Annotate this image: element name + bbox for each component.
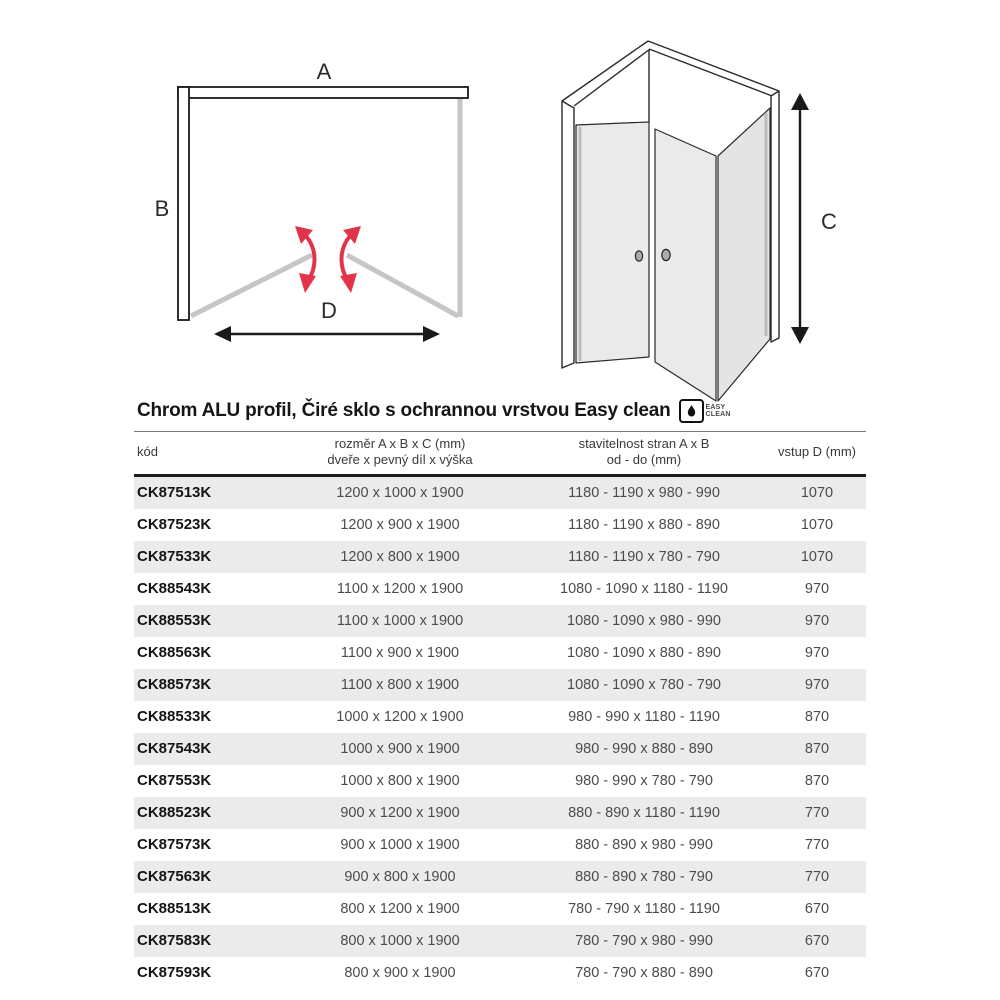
cell-adj: 980 - 990 x 1180 - 1190	[568, 708, 720, 725]
cell-entry: 870	[804, 772, 830, 789]
column-header-adjustability-line2: od - do (mm)	[606, 452, 682, 468]
cell-dim: 900 x 1200 x 1900	[340, 804, 460, 821]
left-door-glass	[576, 122, 649, 363]
cell-dim: 1000 x 900 x 1900	[340, 740, 460, 757]
cell-adj: 1180 - 1190 x 980 - 990	[568, 484, 720, 501]
dimension-b-label: B	[154, 196, 170, 221]
top-rails	[562, 41, 779, 122]
easy-clean-label	[706, 404, 731, 418]
table-row	[134, 957, 866, 989]
dimension-c-label: C	[821, 209, 837, 234]
easy-clean-badge	[679, 399, 731, 423]
cell-adj: 980 - 990 x 780 - 790	[575, 772, 713, 789]
cell-dim: 800 x 900 x 1900	[344, 964, 456, 981]
cell-entry: 970	[804, 612, 830, 629]
column-header-entry: vstup D (mm)	[768, 432, 866, 476]
cell-dim: 1100 x 800 x 1900	[340, 676, 460, 693]
cell-code: CK87543K	[137, 740, 212, 757]
cell-dim: 900 x 1000 x 1900	[340, 836, 460, 853]
cell-code: CK87533K	[137, 548, 212, 565]
table-row	[134, 573, 866, 605]
technical-diagrams	[0, 0, 1000, 430]
cell-code: CK87513K	[137, 484, 212, 501]
cell-dim: 1200 x 800 x 1900	[340, 548, 460, 565]
right-profile	[771, 91, 779, 342]
cell-entry: 770	[804, 804, 830, 821]
table-row	[134, 541, 866, 573]
cell-dim: 900 x 800 x 1900	[344, 868, 456, 885]
cell-code: CK87573K	[137, 836, 212, 853]
cell-dim: 1000 x 800 x 1900	[340, 772, 460, 789]
cell-entry: 670	[804, 900, 830, 917]
cell-entry: 970	[804, 580, 830, 597]
door-knob-icon	[635, 251, 642, 261]
table-row	[134, 509, 866, 541]
cell-adj: 880 - 890 x 780 - 790	[575, 868, 713, 885]
cell-dim: 800 x 1000 x 1900	[340, 932, 460, 949]
cell-code: CK88543K	[137, 580, 212, 597]
right-door-line	[347, 255, 458, 316]
cell-code: CK88553K	[137, 612, 212, 629]
table-row	[134, 701, 866, 733]
table-row	[134, 669, 866, 701]
cell-entry: 970	[804, 676, 830, 693]
cell-dim: 1200 x 1000 x 1900	[336, 484, 464, 501]
table-header	[134, 432, 866, 476]
cell-adj: 980 - 990 x 880 - 890	[575, 740, 713, 757]
cell-entry: 770	[804, 868, 830, 885]
cell-dim: 800 x 1200 x 1900	[340, 900, 460, 917]
cell-adj: 1080 - 1090 x 1180 - 1190	[560, 580, 728, 597]
table-row	[134, 829, 866, 861]
cell-entry: 1070	[800, 548, 834, 565]
wall-top-profile	[178, 87, 468, 98]
cell-adj: 1180 - 1190 x 780 - 790	[568, 548, 720, 565]
table-body	[134, 475, 866, 989]
cell-entry: 1070	[800, 484, 834, 501]
table-row	[134, 861, 866, 893]
cell-code: CK88513K	[137, 900, 212, 917]
door-knob-icon	[662, 249, 670, 260]
dimension-a-label: A	[316, 59, 332, 84]
dimension-d-label: D	[321, 298, 337, 323]
title-block	[137, 399, 731, 423]
cell-dim: 1000 x 1200 x 1900	[336, 708, 464, 725]
cell-code: CK88573K	[137, 676, 212, 693]
table-row	[134, 475, 866, 509]
side-panel-glass	[718, 108, 770, 401]
left-profile	[562, 101, 574, 368]
column-header-adjustability-line1: stavitelnost stran A x B	[578, 436, 710, 451]
column-header-code: kód	[134, 432, 280, 476]
cell-adj: 1080 - 1090 x 980 - 990	[567, 612, 721, 629]
cell-dim: 1100 x 900 x 1900	[340, 644, 460, 661]
column-header-dimensions-line1: rozměr A x B x C (mm)	[334, 436, 466, 451]
table-row	[134, 797, 866, 829]
swing-arrowhead	[340, 273, 357, 293]
cell-entry: 870	[804, 708, 830, 725]
dimension-c-arrow	[791, 93, 809, 344]
cell-code: CK87563K	[137, 868, 212, 885]
cell-adj: 880 - 890 x 1180 - 1190	[568, 804, 720, 821]
cell-code: CK87553K	[137, 772, 212, 789]
cell-code: CK88563K	[137, 644, 212, 661]
cell-entry: 1070	[800, 516, 834, 533]
spec-table	[134, 431, 866, 989]
cell-entry: 870	[804, 740, 830, 757]
table-row	[134, 765, 866, 797]
cell-entry: 770	[804, 836, 830, 853]
wall-left-profile	[178, 87, 189, 320]
cell-code: CK87523K	[137, 516, 212, 533]
page-title: Chrom ALU profil, Čiré sklo s ochrannou vrstvou Easy clean	[137, 400, 671, 421]
cell-code: CK87583K	[137, 932, 212, 949]
easy-clean-line2: CLEAN	[705, 411, 731, 418]
cell-adj: 780 - 790 x 880 - 890	[575, 964, 713, 981]
cell-adj: 1180 - 1190 x 880 - 890	[568, 516, 720, 533]
swing-arrowhead	[299, 273, 316, 293]
column-header-adjustability	[520, 432, 768, 476]
right-door-glass	[655, 129, 716, 401]
cell-adj: 880 - 890 x 980 - 990	[575, 836, 713, 853]
table-row	[134, 733, 866, 765]
cell-adj: 1080 - 1090 x 780 - 790	[567, 676, 721, 693]
table-row	[134, 637, 866, 669]
cell-code: CK87593K	[137, 964, 212, 981]
column-header-dimensions	[280, 432, 520, 476]
cell-dim: 1100 x 1000 x 1900	[336, 612, 464, 629]
easy-clean-line1: EASY	[705, 404, 726, 411]
table-row	[134, 893, 866, 925]
cell-entry: 970	[804, 644, 830, 661]
left-door-line	[191, 255, 312, 316]
cell-adj: 780 - 790 x 980 - 990	[575, 932, 713, 949]
cell-dim: 1200 x 900 x 1900	[340, 516, 460, 533]
dimension-d-arrow	[214, 326, 440, 342]
table-row	[134, 925, 866, 957]
cell-code: CK88523K	[137, 804, 212, 821]
cell-adj: 1080 - 1090 x 880 - 890	[567, 644, 721, 661]
cell-entry: 670	[804, 964, 830, 981]
cell-dim: 1100 x 1200 x 1900	[336, 580, 464, 597]
perspective-view-diagram	[562, 41, 837, 401]
cell-entry: 670	[804, 932, 830, 949]
cell-code: CK88533K	[137, 708, 212, 725]
cell-adj: 780 - 790 x 1180 - 1190	[568, 900, 720, 917]
top-view-diagram	[155, 59, 468, 342]
column-header-dimensions-line2: dveře x pevný díl x výška	[327, 452, 473, 468]
table-row	[134, 605, 866, 637]
water-drop-icon	[679, 399, 704, 423]
